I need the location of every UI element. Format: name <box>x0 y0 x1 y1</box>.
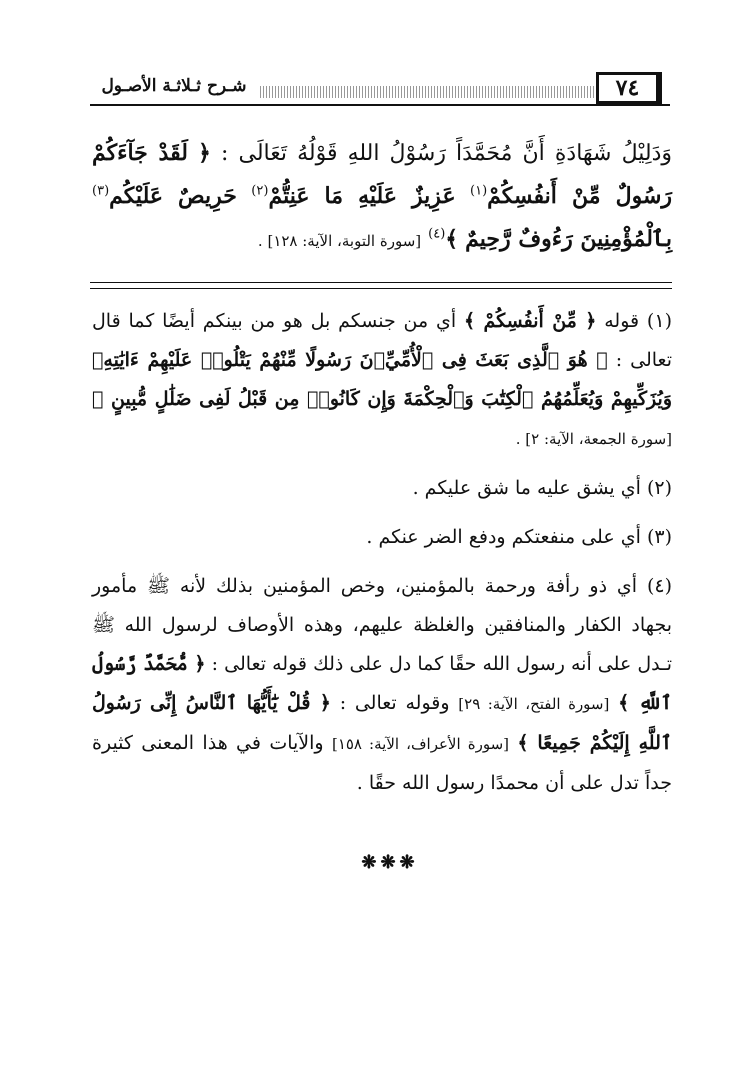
main-verse-source: [سورة التوبة، الآية: ١٢٨] . <box>257 232 422 250</box>
verse-part-4: بِٱلْمُؤْمِنِينَ رَءُوفٌ رَّحِيمٌ <box>465 226 672 252</box>
page-number: ٧٤ <box>596 72 662 104</box>
running-title: شـرح ثـلاثـة الأصـول <box>101 76 247 96</box>
footnote-number: (١) <box>646 310 672 332</box>
footnote-text: والآيات في هذا المعنى كثيرة جداً تدل على أن محمدًا رسول الله حقًا . <box>92 732 672 794</box>
footnote-3 <box>92 518 672 557</box>
footnote-verse: ﴿ مُّحَمَّدٌ رَّسُولُ ٱللَّهِ ﴾ <box>92 653 672 714</box>
footnote-source: [سورة الفتح، الآية: ٢٩] <box>458 695 610 713</box>
footnote-verse: ﴿ قُلْ يَٰٓأَيُّهَا ٱلنَّاسُ إِنِّى رَسُولُ ٱللَّهِ إِلَيْكُمْ جَمِيعًا ﴾ <box>92 692 673 754</box>
footnote-text: قوله <box>604 310 640 332</box>
footnote-verse: ﴿ هُوَ ٱلَّذِى بَعَثَ فِى ٱلْأُمِّيِّۦنَ رَسُولًا مِّنْهُمْ يَتْلُوا۟ عَلَيْهِمْ ءَايَٰتِهِۦ وَيُزَكِّيهِمْ وَيُعَلِّمُهُمُ ٱلْكِتَٰبَ وَٱلْحِكْمَةَ وَإِن كَانُوا۟ مِن قَبْلُ لَفِى ضَلَٰلٍ مُّبِينٍ ﴾ <box>92 349 672 410</box>
footnote-source: [سورة الأعراف، الآية: ١٥٨] <box>331 735 509 753</box>
header-rule <box>90 104 670 106</box>
footnote-ref-2: (٢) <box>251 183 269 199</box>
footnote-4 <box>92 567 672 803</box>
verse-close-bracket: ﴾ <box>445 226 459 252</box>
verse-part-1: لَقَدْ جَآءَكُمْ رَسُولٌ مِّنْ أَنفُسِكُمْ <box>92 140 673 209</box>
footnote-number: (٣) <box>646 526 672 548</box>
verse-part-3: حَرِيصٌ عَلَيْكُم <box>109 183 237 209</box>
main-intro: وَدَلِيْلُ شَهَادَةِ أَنَّ مُحَمَّدَاً رَسُوْلُ اللهِ قَوْلُهُ تَعَالَى : <box>221 141 672 166</box>
footnote-divider-top <box>90 282 672 283</box>
footnotes <box>92 302 672 813</box>
footnote-text: أي من جنسكم بل هو من بينكم أيضًا كما قال تعالى : <box>92 310 672 371</box>
footnote-ref-1: (١) <box>470 183 488 199</box>
verse-part-2: عَزِيزٌ عَلَيْهِ مَا عَنِتُّمْ <box>268 183 456 209</box>
page-header <box>90 72 670 108</box>
header-hatch-ornament <box>260 86 596 98</box>
footnote-divider-bottom <box>90 288 672 289</box>
footnote-ref-4: (٤) <box>428 226 446 242</box>
main-text <box>92 132 672 263</box>
footnote-number: (٤) <box>646 575 672 597</box>
footnote-ref-3: (٣) <box>92 183 110 199</box>
footnote-number: (٢) <box>646 477 672 499</box>
footnote-verse: ﴿ مِّنْ أَنفُسِكُمْ ﴾ <box>464 310 597 332</box>
footnote-text: أي يشق عليه ما شق عليكم . <box>412 477 641 499</box>
footnote-source: [سورة الجمعة، الآية: ٢] . <box>515 430 672 448</box>
footnote-1 <box>92 302 672 459</box>
footnote-text: وقوله تعالى : <box>339 692 450 714</box>
footnote-text: أي على منفعتكم ودفع الضر عنكم . <box>366 526 641 548</box>
footnote-2 <box>92 469 672 508</box>
verse-open-bracket: ﴿ <box>198 140 211 166</box>
footnote-text: أي ذو رأفة ورحمة بالمؤمنين، وخص المؤمنين بذلك لأنه ﷺ مأمور بجهاد الكفار والمنافقين والغلظة عليهم، وهذه الأوصاف لرسول الله ﷺ تـدل على أنه رسول الله حقًا كما دل على ذلك قوله تعالى : <box>92 575 673 675</box>
section-end-mark: ❋❋❋ <box>361 852 419 873</box>
